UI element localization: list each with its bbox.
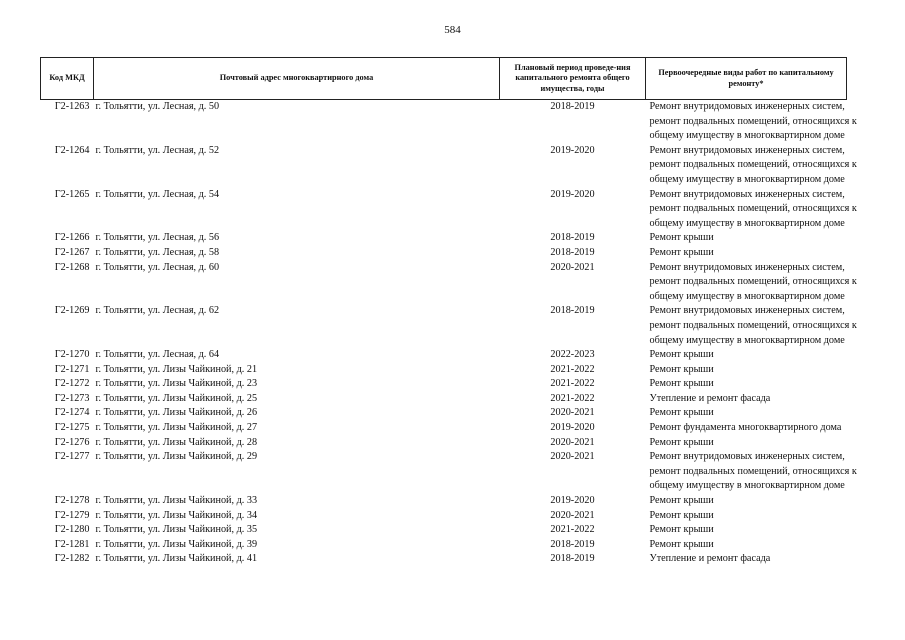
table-row (41, 231, 847, 246)
cell-period: 2019-2020 (550, 188, 595, 200)
header-row (41, 58, 847, 100)
works-line: ремонт подвальных помещений, относящихся к (649, 159, 857, 171)
cell-code: Г2-1277 (54, 451, 90, 463)
cell-works (646, 188, 857, 232)
table-header (41, 58, 847, 100)
works-line: Ремонт крыши (649, 246, 714, 258)
works-line: Утепление и ремонт фасада (649, 553, 771, 565)
cell-address: г. Тольятти, ул. Лесная, д. 54 (95, 188, 220, 200)
cell-address: г. Тольятти, ул. Лесная, д. 52 (95, 144, 220, 156)
table-row (41, 100, 847, 144)
table-row (41, 144, 847, 188)
cell-period: 2018-2019 (550, 232, 595, 244)
table-row (41, 494, 847, 509)
cell-period: 2018-2019 (550, 538, 595, 550)
works-line: Ремонт крыши (649, 232, 714, 244)
cell-works (646, 523, 847, 538)
table-row (41, 261, 847, 305)
works-line: Ремонт крыши (649, 538, 714, 550)
cell-period: 2021-2022 (550, 378, 595, 390)
cell-code: Г2-1273 (54, 392, 90, 404)
table-row (41, 406, 847, 421)
cell-period: 2018-2019 (550, 101, 595, 112)
cell-works (646, 392, 847, 407)
table-row (41, 392, 847, 407)
works-line: Ремонт фундамента многоквартирного дома (649, 422, 842, 434)
table-row (41, 304, 847, 348)
cell-code: Г2-1263 (54, 101, 90, 112)
table-row (41, 450, 847, 494)
works-line: Ремонт внутридомовых инженерных систем, (649, 451, 845, 463)
cell-code: Г2-1279 (54, 509, 90, 521)
cell-code: Г2-1271 (54, 363, 90, 375)
cell-works (646, 363, 847, 378)
cell-address: г. Тольятти, ул. Лизы Чайкиной, д. 21 (95, 363, 258, 375)
cell-period: 2019-2020 (550, 144, 595, 156)
works-line: Ремонт крыши (649, 509, 714, 521)
cell-period: 2021-2022 (550, 524, 595, 536)
cell-address: г. Тольятти, ул. Лизы Чайкиной, д. 27 (95, 422, 258, 434)
cell-works (646, 421, 847, 436)
cell-works (646, 406, 847, 421)
cell-address: г. Тольятти, ул. Лесная, д. 64 (95, 349, 220, 361)
cell-works (646, 261, 857, 305)
cell-address: г. Тольятти, ул. Лизы Чайкиной, д. 35 (95, 524, 258, 536)
cell-code: Г2-1269 (54, 305, 90, 317)
cell-period: 2020-2021 (550, 407, 595, 419)
works-line: ремонт подвальных помещений, относящихся к (649, 276, 857, 288)
works-line: Ремонт внутридомовых инженерных систем, (649, 305, 845, 317)
cell-address: г. Тольятти, ул. Лизы Чайкиной, д. 29 (95, 451, 258, 463)
works-line: общему имуществу в многоквартирном доме (649, 130, 845, 142)
works-line: общему имуществу в многоквартирном доме (649, 480, 845, 492)
header-period: Плановый период проведе-ния капитального ремонта общего имущества, годы (500, 58, 646, 100)
header-works: Первоочередные виды работ по капитальному ремонту* (646, 58, 847, 100)
table-row (41, 436, 847, 451)
table-row (41, 523, 847, 538)
cell-works (646, 100, 857, 144)
cell-address: г. Тольятти, ул. Лизы Чайкиной, д. 26 (95, 407, 258, 419)
cell-period: 2020-2021 (550, 451, 595, 463)
cell-works (646, 246, 847, 261)
cell-code: Г2-1264 (54, 144, 90, 156)
cell-address: г. Тольятти, ул. Лизы Чайкиной, д. 34 (95, 509, 258, 521)
cell-code: Г2-1270 (54, 349, 90, 361)
works-line: общему имуществу в многоквартирном доме (649, 173, 845, 185)
works-line: Ремонт крыши (649, 349, 714, 361)
cell-code: Г2-1275 (54, 422, 90, 434)
table-row (41, 188, 847, 232)
works-line: ремонт подвальных помещений, относящихся к (649, 203, 857, 215)
table-row (41, 348, 847, 363)
table-row (41, 246, 847, 261)
works-line: общему имуществу в многоквартирном доме (649, 217, 845, 229)
page-number: 584 (444, 24, 461, 36)
cell-period: 2018-2019 (550, 305, 595, 317)
cell-address: г. Тольятти, ул. Лесная, д. 62 (95, 305, 220, 317)
cell-period: 2022-2023 (550, 349, 595, 361)
cell-code: Г2-1280 (54, 524, 90, 536)
cell-works (646, 552, 847, 567)
works-line: Ремонт крыши (649, 407, 714, 419)
cell-works (646, 494, 847, 509)
works-line: Утепление и ремонт фасада (649, 392, 771, 404)
table-row (41, 538, 847, 553)
cell-period: 2019-2020 (550, 495, 595, 507)
cell-works (646, 377, 847, 392)
cell-address: г. Тольятти, ул. Лизы Чайкиной, д. 39 (95, 538, 258, 550)
table-row (41, 509, 847, 524)
works-line: ремонт подвальных помещений, относящихся к (649, 115, 857, 127)
cell-works (646, 538, 847, 553)
works-line: Ремонт внутридомовых инженерных систем, (649, 261, 845, 273)
cell-address: г. Тольятти, ул. Лесная, д. 58 (95, 246, 220, 258)
works-line: Ремонт внутридомовых инженерных систем, (649, 101, 845, 112)
works-line: Ремонт крыши (649, 436, 714, 448)
works-line: Ремонт внутридомовых инженерных систем, (649, 144, 845, 156)
works-line: Ремонт крыши (649, 524, 714, 536)
header-address: Почтовый адрес многоквартирного дома (94, 58, 500, 100)
cell-works (646, 144, 857, 188)
cell-works (646, 348, 847, 363)
works-line: общему имуществу в многоквартирном доме (649, 290, 845, 302)
cell-address: г. Тольятти, ул. Лизы Чайкиной, д. 25 (95, 392, 258, 404)
cell-period: 2018-2019 (550, 246, 595, 258)
works-line: Ремонт внутридомовых инженерных систем, (649, 188, 845, 200)
cell-period: 2021-2022 (550, 363, 595, 375)
cell-address: г. Тольятти, ул. Лизы Чайкиной, д. 23 (95, 378, 258, 390)
works-line: Ремонт крыши (649, 495, 714, 507)
header-code: Код МКД (41, 58, 94, 100)
cell-address: г. Тольятти, ул. Лизы Чайкиной, д. 28 (95, 436, 258, 448)
cell-works (646, 509, 847, 524)
cell-period: 2021-2022 (550, 392, 595, 404)
cell-period: 2020-2021 (550, 509, 595, 521)
cell-period: 2020-2021 (550, 436, 595, 448)
table-row (41, 377, 847, 392)
cell-works (646, 436, 847, 451)
works-line: ремонт подвальных помещений, относящихся к (649, 319, 857, 331)
cell-period: 2020-2021 (550, 261, 595, 273)
cell-code: Г2-1278 (54, 495, 90, 507)
cell-address: г. Тольятти, ул. Лесная, д. 50 (95, 101, 220, 112)
cell-works (646, 304, 857, 348)
cell-period: 2018-2019 (550, 553, 595, 565)
cell-period: 2019-2020 (550, 422, 595, 434)
table-row (41, 552, 847, 567)
cell-code: Г2-1268 (54, 261, 90, 273)
cell-code: Г2-1272 (54, 378, 90, 390)
repair-plan-table (40, 57, 857, 567)
cell-code: Г2-1267 (54, 246, 90, 258)
cell-code: Г2-1265 (54, 188, 90, 200)
cell-code: Г2-1282 (54, 553, 90, 565)
works-line: ремонт подвальных помещений, относящихся к (649, 465, 857, 477)
works-line: Ремонт крыши (649, 378, 714, 390)
table-row (41, 363, 847, 378)
cell-code: Г2-1266 (54, 232, 90, 244)
table-body (41, 100, 857, 568)
cell-code: Г2-1276 (54, 436, 90, 448)
cell-address: г. Тольятти, ул. Лесная, д. 56 (95, 232, 220, 244)
table-row (41, 421, 847, 436)
works-line: общему имуществу в многоквартирном доме (649, 334, 845, 346)
cell-works (646, 231, 847, 246)
cell-code: Г2-1274 (54, 407, 90, 419)
cell-code: Г2-1281 (54, 538, 90, 550)
cell-works (646, 450, 857, 494)
works-line: Ремонт крыши (649, 363, 714, 375)
cell-address: г. Тольятти, ул. Лесная, д. 60 (95, 261, 220, 273)
cell-address: г. Тольятти, ул. Лизы Чайкиной, д. 33 (95, 495, 258, 507)
cell-address: г. Тольятти, ул. Лизы Чайкиной, д. 41 (95, 553, 258, 565)
